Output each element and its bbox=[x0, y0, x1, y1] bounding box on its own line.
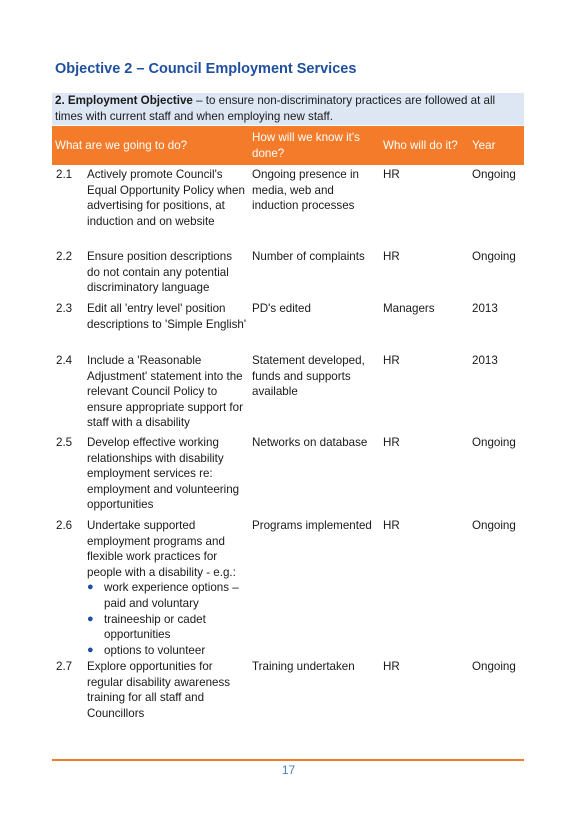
row-action: Develop effective working relationships with disability employment services re: employment and volunteering opportunities bbox=[87, 436, 240, 512]
bullet-icon: ● bbox=[87, 643, 94, 656]
row-year: Ongoing bbox=[472, 436, 516, 449]
row-number: 2.7 bbox=[56, 660, 73, 673]
page-title: Objective 2 – Council Employment Services bbox=[55, 61, 357, 77]
row-year: 2013 bbox=[472, 354, 498, 367]
row-action: Include a 'Reasonable Adjustment' statement into the relevant Council Policy to ensure appropriate support for staff with a disability bbox=[87, 354, 243, 430]
row-action-text: Undertake supported employment programs and flexible work practices for people with a disability - e.g.: bbox=[87, 519, 236, 579]
row-measure: Statement developed, funds and supports available bbox=[252, 354, 365, 399]
table-header bbox=[52, 126, 524, 165]
row-measure: Ongoing presence in media, web and induction processes bbox=[252, 168, 359, 213]
row-action: Explore opportunities for regular disability awareness training for all staff and Councillors bbox=[87, 660, 231, 720]
row-number: 2.3 bbox=[56, 302, 73, 315]
row-number: 2.1 bbox=[56, 168, 73, 181]
row-number: 2.2 bbox=[56, 250, 73, 263]
row-year: Ongoing bbox=[472, 168, 516, 181]
bullet-list bbox=[87, 580, 247, 658]
objective-statement bbox=[52, 93, 524, 125]
row-year: Ongoing bbox=[472, 519, 516, 532]
row-action: Ensure position descriptions do not contain any potential discriminatory language bbox=[87, 250, 233, 295]
bullet-text: traineeship or cadet opportunities bbox=[104, 612, 206, 642]
footer-divider bbox=[52, 759, 524, 761]
row-responsible: HR bbox=[383, 354, 400, 367]
row-measure: Networks on database bbox=[252, 436, 368, 449]
row-measure: Number of complaints bbox=[252, 250, 365, 263]
row-action bbox=[87, 518, 247, 658]
bullet-icon: ● bbox=[87, 612, 94, 625]
row-number: 2.4 bbox=[56, 354, 73, 367]
row-action: Edit all 'entry level' position descriptions to 'Simple English' bbox=[87, 302, 247, 331]
objective-label: 2. Employment Objective bbox=[55, 94, 193, 107]
page-number: 17 bbox=[281, 763, 296, 777]
row-number: 2.5 bbox=[56, 436, 73, 449]
row-responsible: HR bbox=[383, 168, 400, 181]
row-action: Actively promote Council's Equal Opportunity Policy when advertising for positions, at induction and on website bbox=[87, 168, 245, 228]
row-measure: PD's edited bbox=[252, 302, 311, 315]
row-measure: Training undertaken bbox=[252, 660, 355, 673]
bullet-text: work experience options – paid and voluntary bbox=[104, 581, 239, 610]
bullet-text: options to volunteer bbox=[104, 643, 206, 657]
header-how: How will we know it's done? bbox=[252, 130, 360, 160]
row-measure: Programs implemented bbox=[252, 519, 372, 532]
row-responsible: HR bbox=[383, 519, 400, 532]
bullet-icon: ● bbox=[87, 581, 94, 594]
row-year: Ongoing bbox=[472, 660, 516, 673]
list-item bbox=[87, 612, 247, 643]
header-year: Year bbox=[472, 138, 496, 152]
row-year: Ongoing bbox=[472, 250, 516, 263]
objective-text: – to ensure non-discriminatory practices are followed at all times with current staff and when employing new staff. bbox=[55, 94, 496, 123]
row-responsible: Managers bbox=[383, 302, 435, 315]
row-responsible: HR bbox=[383, 436, 400, 449]
row-number: 2.6 bbox=[56, 519, 73, 532]
row-responsible: HR bbox=[383, 660, 400, 673]
header-who: Who will do it? bbox=[383, 138, 458, 152]
header-what: What are we going to do? bbox=[55, 138, 188, 152]
row-responsible: HR bbox=[383, 250, 400, 263]
row-year: 2013 bbox=[472, 302, 498, 315]
list-item bbox=[87, 643, 247, 659]
list-item bbox=[87, 580, 247, 611]
